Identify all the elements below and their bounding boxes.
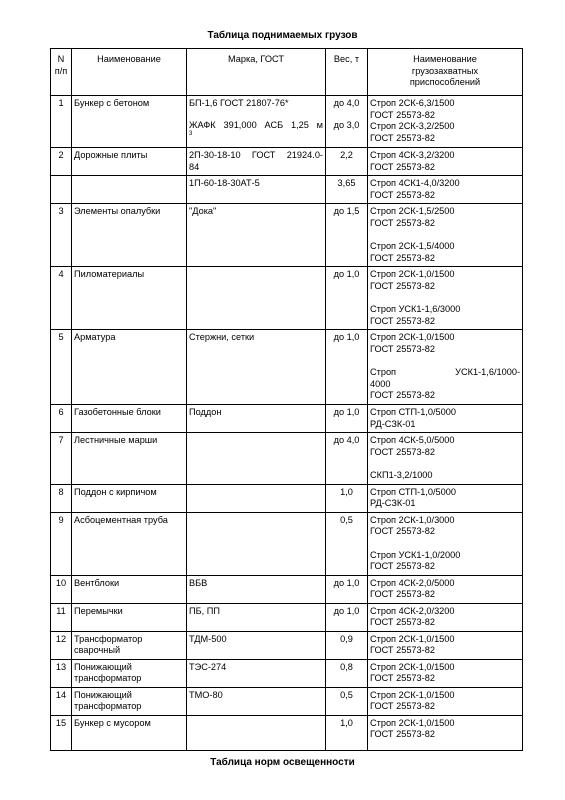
cell-name: Перемычки [72,603,187,631]
table-header-row [51,49,523,96]
cell-weight: 0,5 [326,512,368,575]
table-row [51,715,523,750]
cell-num: 4 [51,267,72,330]
cell-name: Элементы опалубки [72,204,187,267]
cell-mark: "Дока" [187,204,326,267]
header-weight: Вес, т [326,49,368,96]
table-row [51,512,523,575]
cell-device: Строп 2СК-1,0/1500 ГОСТ 25573-82 [368,659,523,687]
cell-name [72,176,187,204]
table-row [51,687,523,715]
cell-name: Пиломатериалы [72,267,187,330]
table-row [51,603,523,631]
cell-weight: 1,0 [326,484,368,512]
cell-device: Строп 2СК-1,0/1500 ГОСТ 25573-82 Строп УСК1-1,6/3000 ГОСТ 25573-82 [368,267,523,330]
cell-weight: 0,9 [326,631,368,659]
cell-name: Бункер с бетоном [72,96,187,148]
cell-device: Строп 2СК-1,5/2500 ГОСТ 25573-82 Строп 2СК-1,5/4000 ГОСТ 25573-82 [368,204,523,267]
table-row [51,575,523,603]
table-row [51,176,523,204]
cell-num: 13 [51,659,72,687]
cell-device: Строп 2СК-1,0/1500 ГОСТ 25573-82 [368,715,523,750]
cell-weight: до 1,0 [326,405,368,433]
cell-mark: 1П-60-18-30АТ-5 [187,176,326,204]
cell-num: 1 [51,96,72,148]
cell-num [51,176,72,204]
cell-weight: 0,8 [326,659,368,687]
cell-device: Строп СТП-1,0/5000 РД-СЗК-01 [368,484,523,512]
cell-name: Газобетонные блоки [72,405,187,433]
table-row [51,405,523,433]
cell-mark [187,267,326,330]
cargo-table [50,48,523,751]
cell-num: 9 [51,512,72,575]
table-title-lighting: Таблица норм освещенности [210,757,355,768]
cell-weight: до 4,0 [326,433,368,485]
cell-device: Строп 2СК-1,0/1500 ГОСТ 25573-82 Строп УСК1-1,6/1000- 4000 ГОСТ 25573-82 [368,330,523,405]
cell-device: Строп 2СК-1,0/3000 ГОСТ 25573-82 Строп УСК1-1,0/2000 ГОСТ 25573-82 [368,512,523,575]
cell-mark [187,715,326,750]
cell-mark: ТЭС-274 [187,659,326,687]
cell-weight: 3,65 [326,176,368,204]
cell-num: 12 [51,631,72,659]
table-row [51,659,523,687]
cell-num: 11 [51,603,72,631]
cell-name: Асбоцементная труба [72,512,187,575]
cell-num: 5 [51,330,72,405]
cell-mark [187,433,326,485]
table-row [51,96,523,148]
cell-num: 8 [51,484,72,512]
cell-name: Дорожные плиты [72,148,187,176]
cell-name: Вентблоки [72,575,187,603]
cell-num: 10 [51,575,72,603]
cell-weight: до 4,0 до 3,0 [326,96,368,148]
cell-weight: до 1,0 [326,330,368,405]
cell-num: 2 [51,148,72,176]
cell-mark: 2П-30-18-10 ГОСТ 21924.0- 84 [187,148,326,176]
header-name: Наименование [72,49,187,96]
cell-name: Поддон с кирпичом [72,484,187,512]
header-num: N п/п [51,49,72,96]
cell-device: Строп СТП-1,0/5000 РД-СЗК-01 [368,405,523,433]
cell-name: Бункер с мусором [72,715,187,750]
cell-name: Понижающий трансформатор [72,659,187,687]
cell-num: 14 [51,687,72,715]
cell-mark: ТМО-80 [187,687,326,715]
header-device: Наименование грузозахватных приспособлений [368,49,523,96]
table-row [51,330,523,405]
cell-device: Строп 4СК-5,0/5000 ГОСТ 25573-82 СКП1-3,2/1000 [368,433,523,485]
cell-mark: Поддон [187,405,326,433]
table-row [51,204,523,267]
cell-num: 6 [51,405,72,433]
cell-mark: ПБ, ПП [187,603,326,631]
cell-weight: 2,2 [326,148,368,176]
cell-device: Строп 4СК-2,0/3200 ГОСТ 25573-82 [368,603,523,631]
cell-weight: до 1,0 [326,575,368,603]
cell-device: Строп 2СК-6,3/1500 ГОСТ 25573-82 Строп 2СК-3,2/2500 ГОСТ 25573-82 [368,96,523,148]
table-row [51,484,523,512]
table-row [51,267,523,330]
header-mark: Марка, ГОСТ [187,49,326,96]
cell-mark: ТДМ-500 [187,631,326,659]
cell-name: Арматура [72,330,187,405]
cell-weight: до 1,0 [326,603,368,631]
cell-weight: до 1,0 [326,267,368,330]
cell-device: Строп 2СК-1,0/1500 ГОСТ 25573-82 [368,687,523,715]
cell-mark [187,484,326,512]
cell-num: 3 [51,204,72,267]
cell-device: Строп 4СК1-4,0/3200 ГОСТ 25573-82 [368,176,523,204]
table-row [51,631,523,659]
cell-name: Трансформатор сварочный [72,631,187,659]
cell-weight: 0,5 [326,687,368,715]
table-title-cargo: Таблица поднимаемых грузов [207,30,358,41]
table-row [51,148,523,176]
cell-name: Лестничные марши [72,433,187,485]
cell-device: Строп 4СК-3,2/3200 ГОСТ 25573-82 [368,148,523,176]
cell-weight: 1,0 [326,715,368,750]
cell-num: 7 [51,433,72,485]
cell-num: 15 [51,715,72,750]
cell-mark: БП-1,6 ГОСТ 21807-76* ЖАФК 391,000 АСБ 1,25 м 3 [187,96,326,148]
cell-device: Строп 4СК-2,0/5000 ГОСТ 25573-82 [368,575,523,603]
cell-name: Понижающий трансформатор [72,687,187,715]
cell-mark [187,512,326,575]
cell-device: Строп 2СК-1,0/1500 ГОСТ 25573-82 [368,631,523,659]
table-row [51,433,523,485]
cell-weight: до 1,5 [326,204,368,267]
cell-mark: Стержни, сетки [187,330,326,405]
cell-mark: ВБВ [187,575,326,603]
